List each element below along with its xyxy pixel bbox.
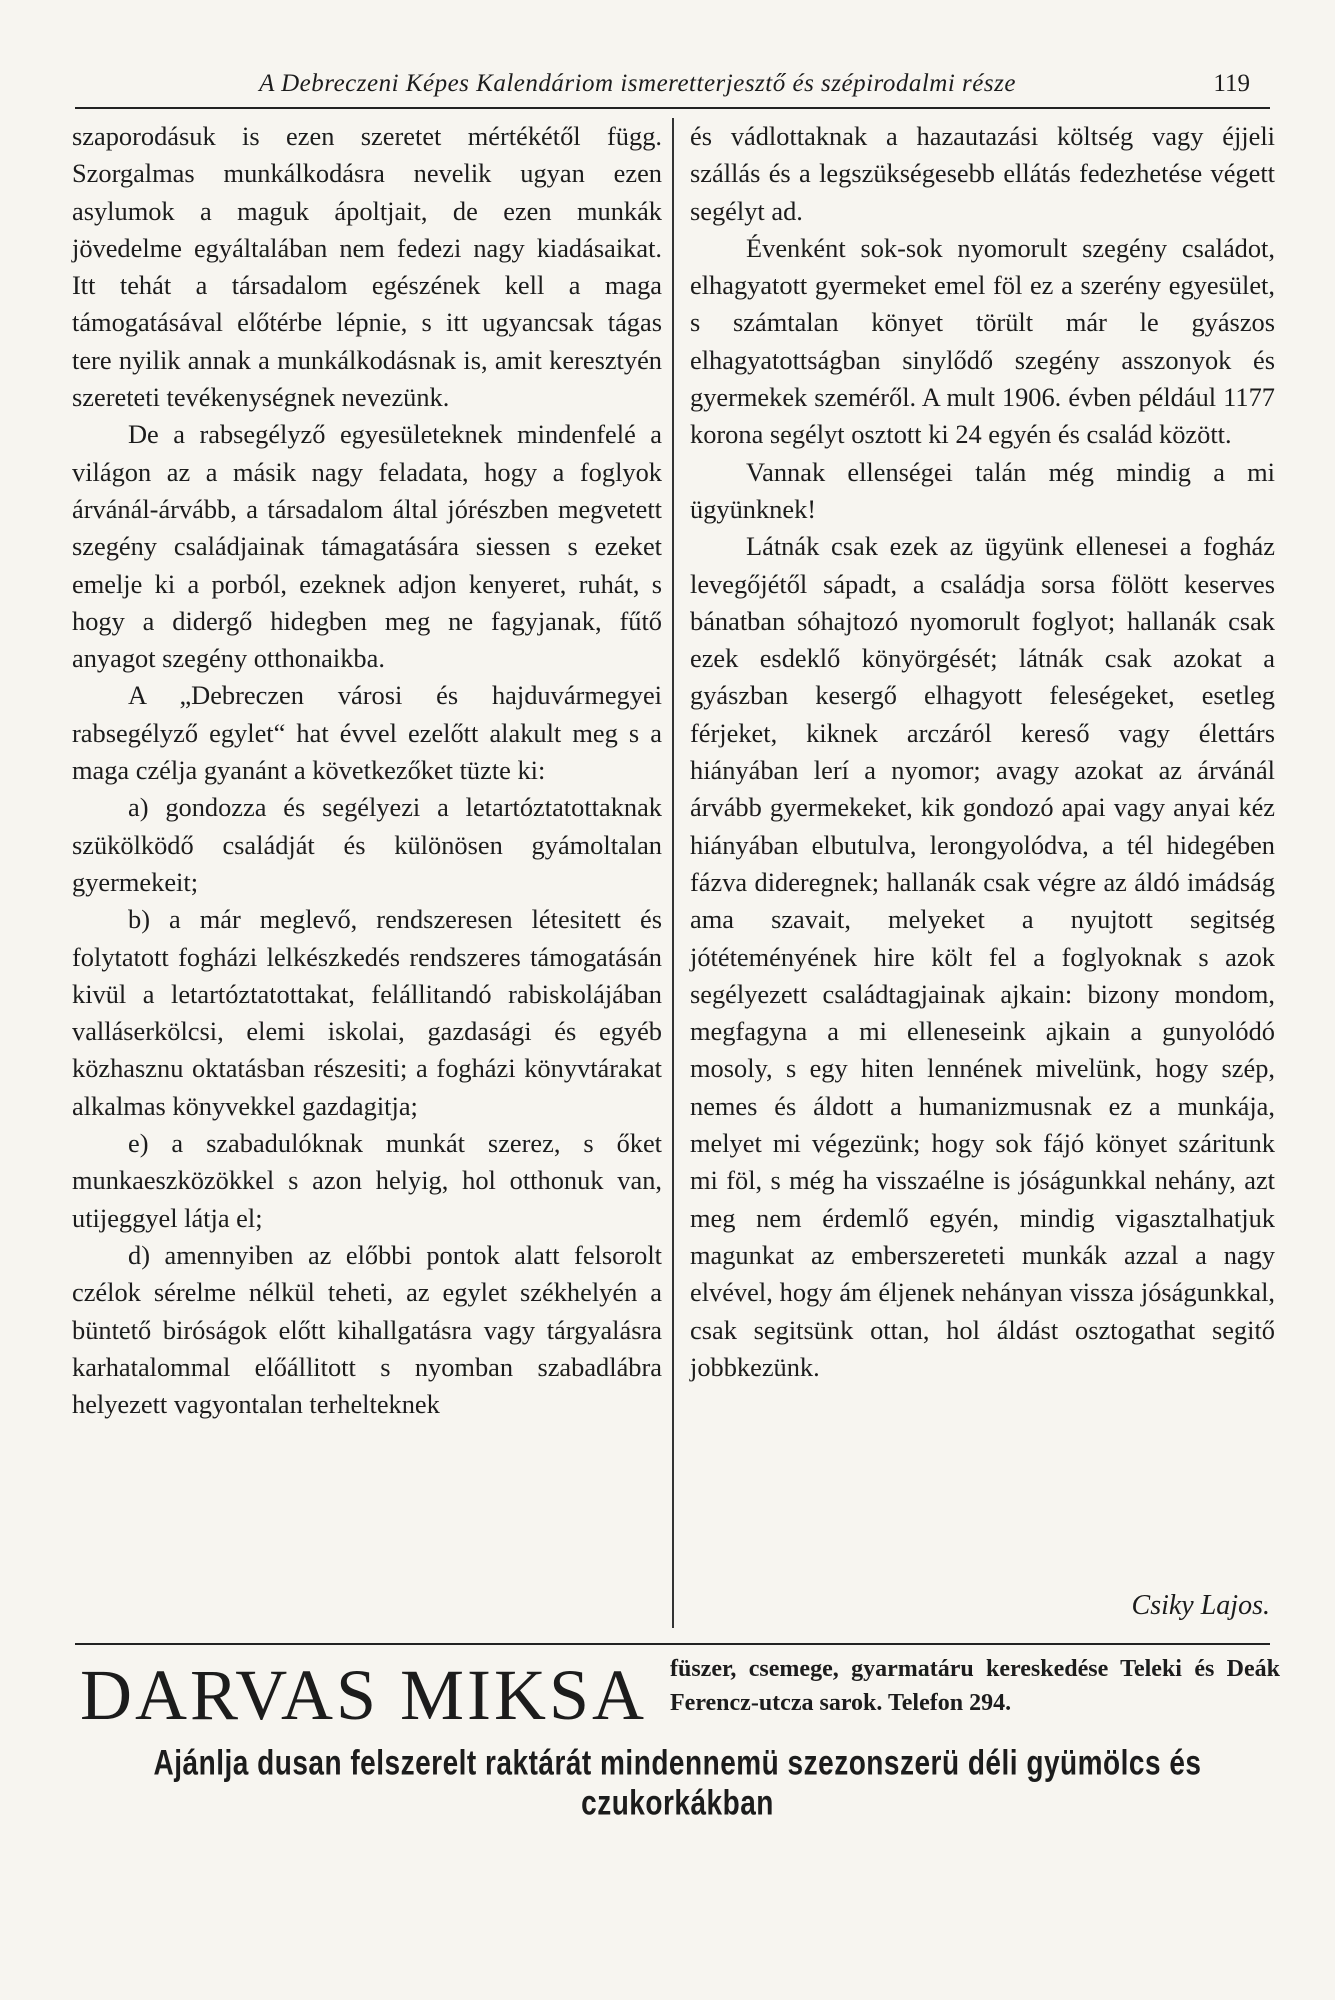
page-header [75,62,1270,106]
paragraph: Évenként sok-sok nyomorult szegény családot, elhagyatott gyermeket emel föl ez a szerény egyesület, s számtalan könyet törült már le gyászos elhagyatottságban sinylődő szegény asszonyok és gyermekek szeméről. A mult 1906. évben például 1177 korona segélyt osztott ki 24 egyén és család között. [690,232,1275,450]
paragraph: De a rabsegélyző egyesületeknek mindenfelé a világon az a másik nagy feladata, hogy a foglyok árvánál-árvább, a társadalom által jórészben megvetett szegény családjainak támagatására siessen s ezeket emelje ki a porból, ezeknek adjon kenyeret, ruhát, s hogy a didergő hidegben meg ne fagyjanak, fűtő anyagot szegény otthonaikba. [72,419,662,674]
paragraph: és vádlottaknak a hazautazási költség vagy éjjeli szállás és a legszükségesebb ellátás fedezhetése végett segélyt ad. [690,121,1275,226]
paragraph: Látnák csak ezek az ügyünk ellenesei a fogház levegőjétől sápadt, a családja sorsa fölött keserves bánatban sóhajtozó nyomorult foglyot; hallanák csak ezek esdeklő könyörgését; látnák csak azokat a gyászban kesergő elhagyott feleségeket, esetleg férjeket, kiknek arczáról kereső vagy élettárs hiányában lerí a nyomor; avagy azokat az árvánál árvább gyermekeket, kik gondozó apai vagy anyai kéz hiányában elbutulva, lerongyolódva, a tél hidegében fázva dideregnek; hallanák csak végre az áldó imádság ama szavait, melyeket a nyujtott segitség jótéteményének hire költ fel a foglyoknak s azok segélyezett családtagjainak ajkain: bizony mondom, megfagyna a mi elleneseink ajkain a gunyolódó mosoly, s egy hiten lennének mivelünk, hogy szép, nemes és áldott a humanizmusnak ez a munkája, melyet mi végezünk; hogy sok fájó könyet száritunk mi föl, s még ha visszaélne is jóságunkkal nehány, azt meg nem érdemlő egyén, mindig vigasztalhatjuk magunkat az emberszereteti munkák azzal a nagy elvével, hogy ám éljenek nehányan vissza jóságunkkal, csak segitsünk ottan, hol áldást osztogathat segitő jobbkezünk. [690,531,1275,1382]
paragraph: Vannak ellenségei talán még mindig a mi ügyünknek! [690,456,1275,524]
running-title: A Debreczeni Képes Kalendáriom ismeretterjesztő és szépirodalmi része [259,70,1016,97]
list-item-e: e) a szabadulóknak munkát szerez, s őket munkaeszközökkel s azon helyig, hol otthonuk van, utijeggyel látja el; [72,1128,662,1233]
paragraph: A „Debreczen városi és hajduvármegyei rabsegélyző egylet“ hat évvel ezelőtt alakult meg s a maga czélja gyanánt a következőket tüzte ki: [72,680,662,786]
list-item-a: a) gondozza és segélyezi a letartóztatottaknak szükölködő családját és különösen gyámoltalan gyermekeit; [72,792,662,897]
advertiser-name: DARVAS MIKSA [80,1655,648,1735]
right-column [690,118,1275,1386]
list-item-b: b) a már meglevő, rendszeresen létesitett és folytatott fogházi lelkészkedés rendszeres támogatásán kivül a letartóztatottakat, felállitandó rabiskolájában valláserkölcsi, elemi iskolai, gazdasági és egyéb közhasznu oktatásban részesiti; a fogházi könyvtárakat alkalmas könyvekkel gazdagitja; [72,904,662,1121]
advertisement-slogan: Ajánlja dusan felszerelt raktárát mindennemü szezonszerü déli gyümölcs és czukorkákban [153,1743,1202,1822]
paragraph: szaporodásuk is ezen szeretet mértékétől függ. Szorgalmas munkálkodásra nevelik ugyan ezen asylumok a maguk ápoltjait, de ezen munkák jövedelme egyáltalában nem fedezi nagy kiadásaikat. Itt tehát a társadalom egészének kell a maga támogatásával előtérbe lépnie, s itt ugyancsak tágas tere nyilik annak a munkálkodásnak is, amit keresztyén szereteti tevékenységnek nevezünk. [72,121,662,413]
page-number: 119 [1213,70,1250,97]
left-column [72,118,662,1423]
list-item-d: d) amennyiben az előbbi pontok alatt felsorolt czélok sérelme nélkül teheti, az egylet székhelyén a büntető biróságok előtt kihallgatásra vagy tárgyalásra karhatalommal előállitott s nyomban szabadlábra helyezett vagyontalan terhelteknek [72,1239,662,1420]
author-signature: Csiky Lajos. [1131,1590,1270,1621]
advertiser-description: füszer, csemege, gyarmatáru kereskedése Teleki és Deák Ferencz-utcza sarok. Telefon 294. [670,1656,1280,1716]
header-rule [75,107,1270,109]
column-divider [672,118,674,1628]
